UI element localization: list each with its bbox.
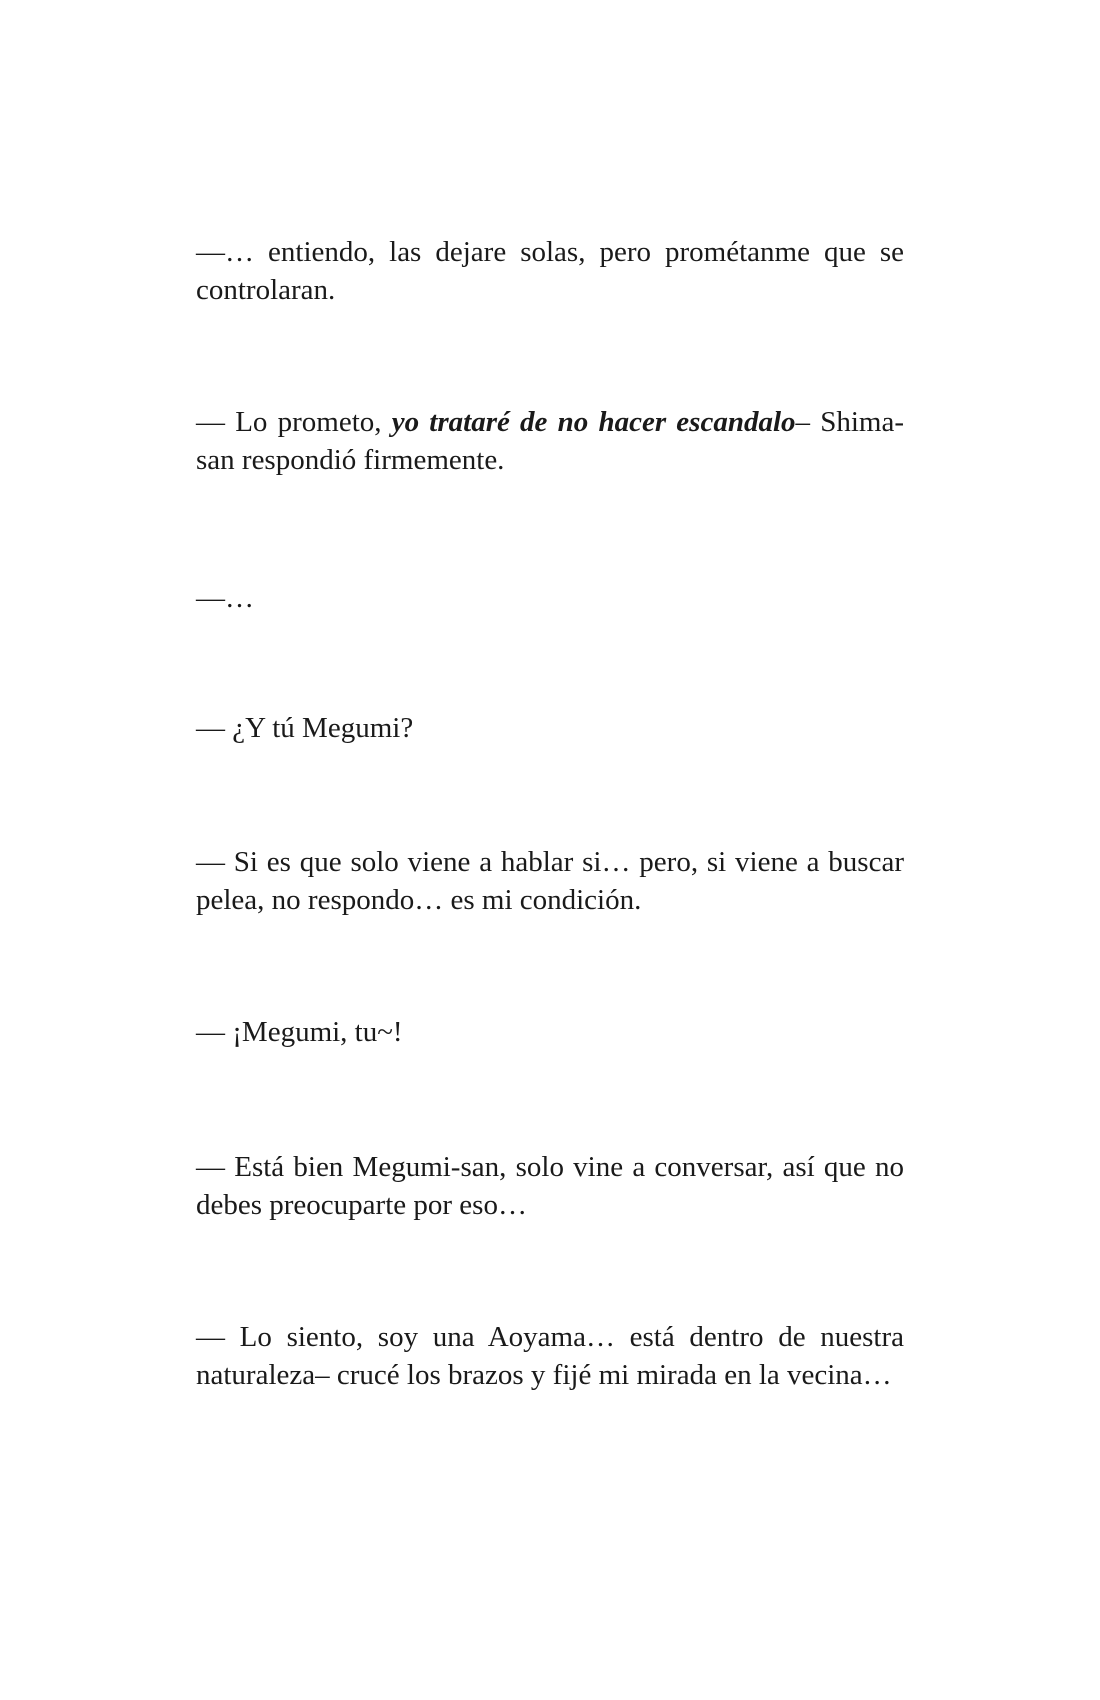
dialogue-tail-text: – Shima-san respondió firmemente.: [196, 406, 905, 476]
emphasized-text: yo trataré de no hacer escandalo: [391, 406, 796, 438]
paragraph-dialogue-5: — ¡Megumi, tu~!: [196, 1016, 403, 1048]
paragraph-dialogue-3: — ¿Y tú Megumi?: [196, 712, 414, 744]
paragraph-dialogue-4: — Si es que solo viene a hablar si… pero, si viene a buscar pelea, no respondo… es mi condición.: [196, 846, 904, 916]
paragraph-ellipsis: —…: [196, 582, 254, 614]
dialogue-lead-text: — Lo prometo,: [196, 406, 392, 438]
paragraph-dialogue-6: — Está bien Megumi-san, solo vine a conversar, así que no debes preocuparte por eso…: [196, 1151, 904, 1221]
paragraph-dialogue-2: [196, 404, 904, 479]
paragraph-dialogue-1: —… entiendo, las dejare solas, pero prométanme que se controlaran.: [196, 236, 904, 306]
paragraph-dialogue-7: — Lo siento, soy una Aoyama… está dentro de nuestra naturaleza– crucé los brazos y fijé mi mirada en la vecina…: [196, 1321, 904, 1391]
